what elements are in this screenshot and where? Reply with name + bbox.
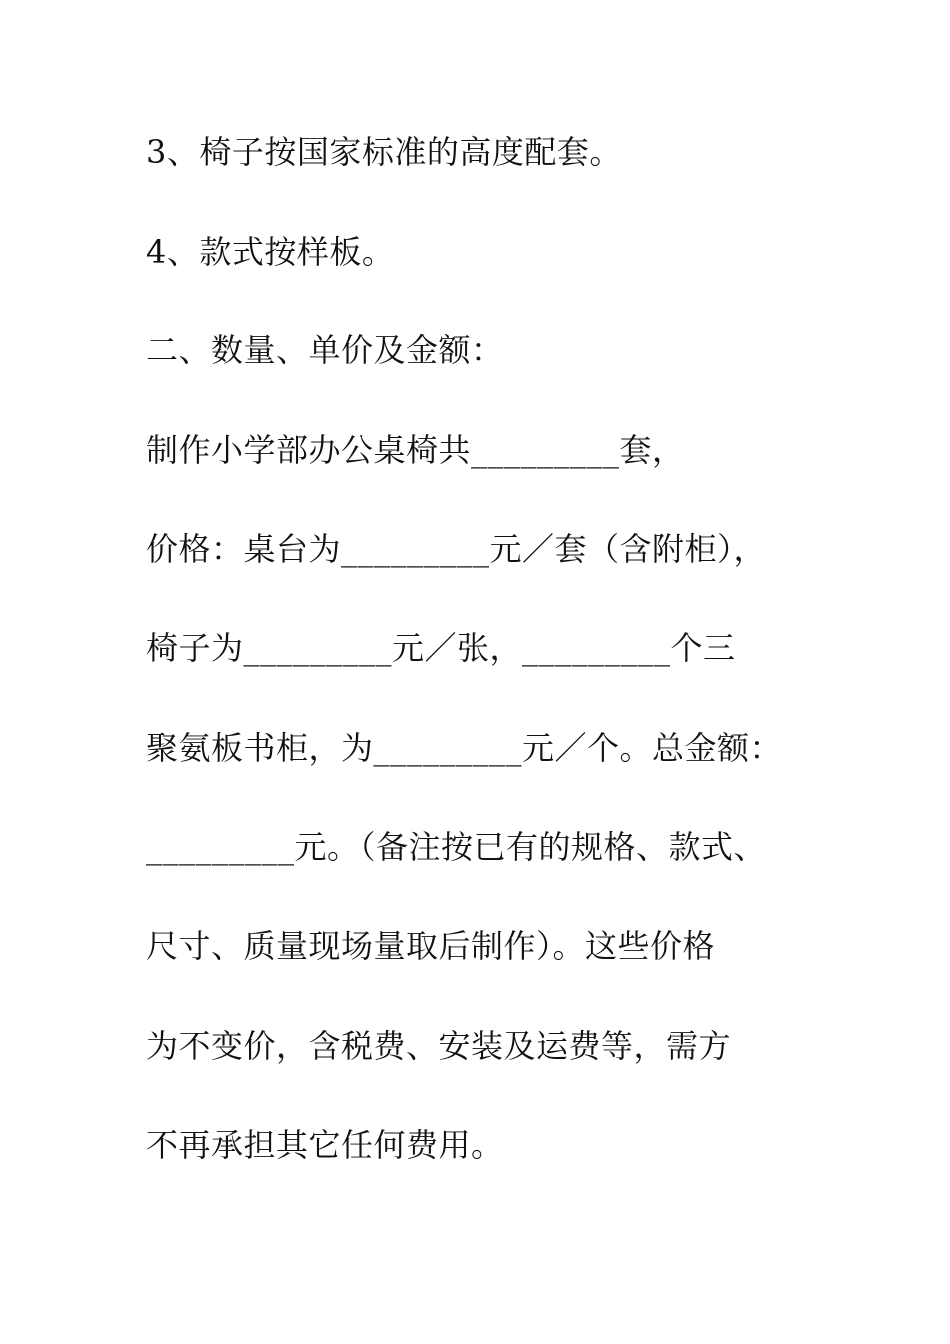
clause-3-chair-height: 3、椅子按国家标准的高度配套。 — [146, 133, 622, 171]
section-heading-quantity-price: 二、数量、单价及金额： — [146, 331, 504, 369]
bookcase-price-line: 聚氨板书柜，为_________元／个。总金额： — [146, 729, 783, 767]
price-desk-line: 价格：桌台为_________元／套（含附柜）， — [146, 530, 767, 568]
price-chair-line: 椅子为_________元／张，_________个三 — [146, 629, 736, 667]
quantity-line: 制作小学部办公桌椅共_________套， — [146, 431, 685, 469]
note-measurement-line: 尺寸、质量现场量取后制作）。这些价格 — [146, 927, 716, 965]
fixed-price-terms-line: 为不变价，含税费、安装及运费等，需方 — [146, 1027, 732, 1065]
total-amount-line: _________元。（备注按已有的规格、款式、 — [146, 828, 767, 866]
no-other-fees-line: 不再承担其它任何费用。 — [146, 1126, 504, 1164]
clause-4-style: 4、款式按样板。 — [146, 233, 395, 271]
